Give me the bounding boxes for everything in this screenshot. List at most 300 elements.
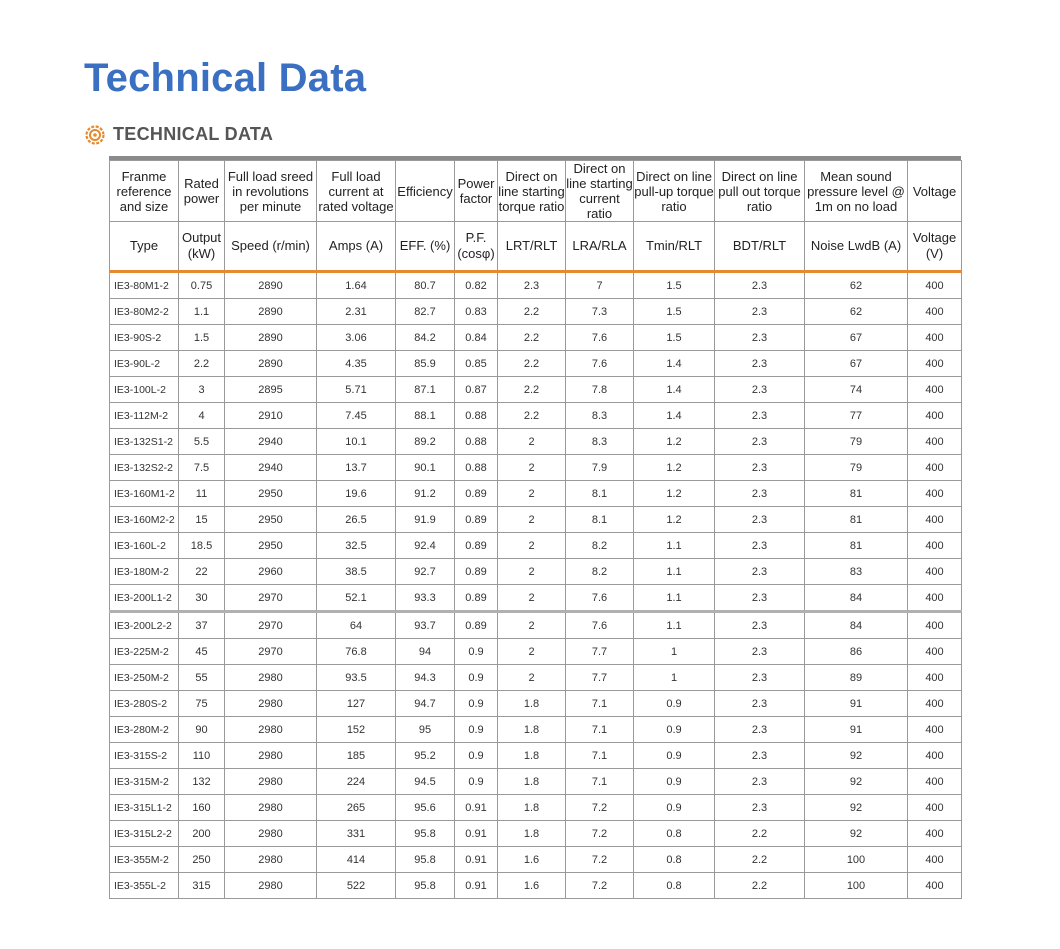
table-cell: 87.1: [396, 377, 455, 403]
table-cell: 400: [908, 585, 962, 612]
table-cell: 1.8: [498, 795, 566, 821]
table-cell: 2: [498, 612, 566, 639]
table-cell: 95.8: [396, 821, 455, 847]
table-cell: 0.9: [455, 769, 498, 795]
table-cell: 2940: [225, 429, 317, 455]
table-cell: 0.84: [455, 325, 498, 351]
table-row: [110, 821, 962, 847]
table-cell: 19.6: [317, 481, 396, 507]
table-cell: 0.9: [455, 691, 498, 717]
table-cell: 224: [317, 769, 396, 795]
table-body: [110, 272, 962, 899]
table-cell: 91: [805, 717, 908, 743]
table-cell: 2.3: [715, 351, 805, 377]
table-cell: 0.75: [179, 272, 225, 299]
table-row: [110, 691, 962, 717]
table-row: [110, 795, 962, 821]
header-row-description: [110, 161, 962, 222]
table-cell: 15: [179, 507, 225, 533]
table-cell: 0.9: [634, 769, 715, 795]
table-cell: 79: [805, 429, 908, 455]
column-header-description: Direct on line starting current ratio: [566, 161, 633, 221]
table-cell: 265: [317, 795, 396, 821]
table-cell: 79: [805, 455, 908, 481]
table-row: [110, 533, 962, 559]
table-cell: 81: [805, 481, 908, 507]
table-cell: 400: [908, 559, 962, 585]
table-cell: 0.83: [455, 299, 498, 325]
table-cell: 18.5: [179, 533, 225, 559]
table-cell: 2980: [225, 821, 317, 847]
type-cell: IE3-280M-2: [110, 717, 179, 743]
table-cell: 400: [908, 403, 962, 429]
table-cell: 26.5: [317, 507, 396, 533]
table-cell: 152: [317, 717, 396, 743]
table-cell: 92: [805, 795, 908, 821]
table-cell: 1: [634, 665, 715, 691]
table-cell: 95.6: [396, 795, 455, 821]
table-cell: 1.2: [634, 507, 715, 533]
table-row: [110, 507, 962, 533]
type-cell: IE3-315L2-2: [110, 821, 179, 847]
table-cell: 2: [498, 559, 566, 585]
table-cell: 400: [908, 533, 962, 559]
gear-icon: [85, 125, 105, 145]
table-cell: 95: [396, 717, 455, 743]
table-cell: 2: [498, 665, 566, 691]
table-cell: 95.8: [396, 847, 455, 873]
table-cell: 0.82: [455, 272, 498, 299]
table-cell: 1.2: [634, 455, 715, 481]
table-cell: 0.8: [634, 873, 715, 899]
type-cell: IE3-80M2-2: [110, 299, 179, 325]
table-cell: 1.1: [634, 612, 715, 639]
table-cell: 200: [179, 821, 225, 847]
table-cell: 2980: [225, 795, 317, 821]
table-cell: 67: [805, 351, 908, 377]
table-cell: 2980: [225, 847, 317, 873]
table-cell: 7.5: [179, 455, 225, 481]
table-cell: 1.1: [179, 299, 225, 325]
table-cell: 32.5: [317, 533, 396, 559]
table-cell: 1.64: [317, 272, 396, 299]
table-cell: 81: [805, 507, 908, 533]
table-cell: 82.7: [396, 299, 455, 325]
section-heading: [85, 124, 273, 145]
column-header-units: Type: [110, 222, 179, 272]
type-cell: IE3-225M-2: [110, 639, 179, 665]
table-cell: 0.9: [634, 743, 715, 769]
header-row-units: [110, 222, 962, 272]
table-cell: 2: [498, 429, 566, 455]
table-cell: 2.3: [715, 769, 805, 795]
table-cell: 11: [179, 481, 225, 507]
table-cell: 1: [634, 639, 715, 665]
table-cell: 85.9: [396, 351, 455, 377]
table-cell: 127: [317, 691, 396, 717]
table-cell: 1.5: [634, 272, 715, 299]
type-cell: IE3-90L-2: [110, 351, 179, 377]
table-cell: 2.2: [498, 403, 566, 429]
table-cell: 92: [805, 769, 908, 795]
table-cell: 400: [908, 665, 962, 691]
table-cell: 522: [317, 873, 396, 899]
table-cell: 1.1: [634, 585, 715, 612]
table-cell: 400: [908, 507, 962, 533]
table-cell: 94.7: [396, 691, 455, 717]
table-row: [110, 612, 962, 639]
table-cell: 94.5: [396, 769, 455, 795]
table-cell: 5.5: [179, 429, 225, 455]
table-row: [110, 325, 962, 351]
type-cell: IE3-355L-2: [110, 873, 179, 899]
table-cell: 400: [908, 795, 962, 821]
table-cell: 1.8: [498, 743, 566, 769]
type-cell: IE3-200L2-2: [110, 612, 179, 639]
table-cell: 0.87: [455, 377, 498, 403]
table-cell: 2: [498, 455, 566, 481]
table-cell: 2.3: [715, 639, 805, 665]
table-cell: 2960: [225, 559, 317, 585]
table-cell: 7.3: [566, 299, 634, 325]
table-cell: 84: [805, 612, 908, 639]
table-cell: 0.9: [455, 743, 498, 769]
table-cell: 250: [179, 847, 225, 873]
table-cell: 52.1: [317, 585, 396, 612]
column-header-units: Tmin/RLT: [634, 222, 715, 272]
table-cell: 1.5: [634, 325, 715, 351]
column-header-description: Direct on line starting torque ratio: [498, 161, 566, 222]
table-cell: 1.5: [634, 299, 715, 325]
type-cell: IE3-100L-2: [110, 377, 179, 403]
table-cell: 331: [317, 821, 396, 847]
table-cell: 2950: [225, 533, 317, 559]
type-cell: IE3-160M2-2: [110, 507, 179, 533]
table-cell: 1.8: [498, 769, 566, 795]
table-cell: 93.5: [317, 665, 396, 691]
table-cell: 400: [908, 717, 962, 743]
table-cell: 38.5: [317, 559, 396, 585]
table-cell: 3.06: [317, 325, 396, 351]
table-cell: 86: [805, 639, 908, 665]
table-cell: 2.2: [715, 873, 805, 899]
table-cell: 2.3: [715, 665, 805, 691]
table-cell: 94.3: [396, 665, 455, 691]
table-cell: 0.89: [455, 507, 498, 533]
table-cell: 89.2: [396, 429, 455, 455]
table-cell: 0.9: [455, 717, 498, 743]
table-cell: 1.1: [634, 533, 715, 559]
table-cell: 400: [908, 639, 962, 665]
table-cell: 5.71: [317, 377, 396, 403]
table-cell: 93.7: [396, 612, 455, 639]
table-cell: 2890: [225, 351, 317, 377]
table-cell: 95.8: [396, 873, 455, 899]
column-header-description: Mean sound pressure level @ 1m on no load: [805, 161, 908, 222]
table-cell: 1.5: [179, 325, 225, 351]
table-row: [110, 299, 962, 325]
table-cell: 2980: [225, 717, 317, 743]
table-cell: 77: [805, 403, 908, 429]
table-cell: 81: [805, 533, 908, 559]
table-cell: 400: [908, 299, 962, 325]
table-cell: 7.2: [566, 873, 634, 899]
table-cell: 92: [805, 821, 908, 847]
type-cell: IE3-132S1-2: [110, 429, 179, 455]
type-cell: IE3-280S-2: [110, 691, 179, 717]
type-cell: IE3-315M-2: [110, 769, 179, 795]
table-cell: 0.9: [455, 639, 498, 665]
column-header-units: LRT/RLT: [498, 222, 566, 272]
table-cell: 2970: [225, 585, 317, 612]
table-cell: 30: [179, 585, 225, 612]
table-cell: 400: [908, 873, 962, 899]
table-cell: 84: [805, 585, 908, 612]
type-cell: IE3-160M1-2: [110, 481, 179, 507]
table-cell: 0.89: [455, 585, 498, 612]
table-row: [110, 351, 962, 377]
table-cell: 2.3: [715, 717, 805, 743]
section-label: TECHNICAL DATA: [113, 124, 274, 144]
table-cell: 7.6: [566, 351, 634, 377]
table-cell: 90: [179, 717, 225, 743]
table-cell: 400: [908, 691, 962, 717]
table-cell: 2: [498, 507, 566, 533]
column-header-units: Noise LwdB (A): [805, 222, 908, 272]
table-cell: 2980: [225, 873, 317, 899]
table-cell: 7.45: [317, 403, 396, 429]
table-cell: 2.31: [317, 299, 396, 325]
table-cell: 7.2: [566, 821, 634, 847]
table-cell: 7.1: [566, 769, 634, 795]
column-header-description: Rated power: [179, 161, 225, 222]
table-cell: 0.8: [634, 847, 715, 873]
table-cell: 2890: [225, 272, 317, 299]
table-cell: 2.3: [715, 585, 805, 612]
table-cell: 2.2: [179, 351, 225, 377]
table-cell: 2890: [225, 325, 317, 351]
column-header-description: Direct on line pull-up torque ratio: [634, 161, 715, 222]
table-cell: 2: [498, 639, 566, 665]
table-cell: 2: [498, 533, 566, 559]
table-cell: 2.2: [715, 847, 805, 873]
table-cell: 62: [805, 272, 908, 299]
table-cell: 400: [908, 847, 962, 873]
column-header-units: P.F. (cosφ): [455, 222, 498, 272]
table-cell: 62: [805, 299, 908, 325]
column-header-units: EFF. (%): [396, 222, 455, 272]
type-cell: IE3-355M-2: [110, 847, 179, 873]
table-cell: 4.35: [317, 351, 396, 377]
table-cell: 2970: [225, 639, 317, 665]
table-cell: 7.6: [566, 585, 634, 612]
table-cell: 37: [179, 612, 225, 639]
table-cell: 2940: [225, 455, 317, 481]
table-cell: 55: [179, 665, 225, 691]
table-cell: 2.3: [715, 795, 805, 821]
type-cell: IE3-80M1-2: [110, 272, 179, 299]
column-header-description: Full load sreed in revolutions per minute: [225, 161, 317, 222]
column-header-units: LRA/RLA: [566, 222, 634, 272]
column-header-units: Output (kW): [179, 222, 225, 272]
table-cell: 2890: [225, 299, 317, 325]
table-cell: 400: [908, 455, 962, 481]
table-cell: 400: [908, 351, 962, 377]
table-row: [110, 377, 962, 403]
table-cell: 75: [179, 691, 225, 717]
table-cell: 2970: [225, 612, 317, 639]
technical-data-table-container: [109, 156, 961, 899]
table-cell: 2910: [225, 403, 317, 429]
table-cell: 1.8: [498, 717, 566, 743]
table-cell: 2950: [225, 481, 317, 507]
table-cell: 0.9: [634, 717, 715, 743]
table-cell: 2895: [225, 377, 317, 403]
table-cell: 80.7: [396, 272, 455, 299]
table-cell: 7.1: [566, 717, 634, 743]
table-cell: 74: [805, 377, 908, 403]
table-cell: 2.2: [498, 299, 566, 325]
table-cell: 88.1: [396, 403, 455, 429]
table-cell: 3: [179, 377, 225, 403]
table-cell: 0.89: [455, 481, 498, 507]
table-cell: 315: [179, 873, 225, 899]
type-cell: IE3-180M-2: [110, 559, 179, 585]
table-cell: 2.3: [715, 507, 805, 533]
table-cell: 2.2: [715, 821, 805, 847]
table-cell: 2.3: [715, 559, 805, 585]
table-cell: 13.7: [317, 455, 396, 481]
table-cell: 100: [805, 847, 908, 873]
table-cell: 8.2: [566, 533, 634, 559]
table-cell: 1.6: [498, 847, 566, 873]
table-row: [110, 769, 962, 795]
table-cell: 0.89: [455, 533, 498, 559]
column-header-units: Voltage (V): [908, 222, 962, 272]
table-cell: 2.3: [715, 403, 805, 429]
table-cell: 400: [908, 325, 962, 351]
table-cell: 1.6: [498, 873, 566, 899]
table-cell: 2980: [225, 769, 317, 795]
table-cell: 400: [908, 821, 962, 847]
table-row: [110, 847, 962, 873]
table-row: [110, 272, 962, 299]
table-cell: 1.1: [634, 559, 715, 585]
page-title: Technical Data: [84, 56, 367, 100]
table-cell: 7.8: [566, 377, 634, 403]
table-cell: 84.2: [396, 325, 455, 351]
table-row: [110, 455, 962, 481]
table-cell: 0.91: [455, 821, 498, 847]
table-cell: 1.2: [634, 481, 715, 507]
table-cell: 2.3: [715, 325, 805, 351]
table-row: [110, 873, 962, 899]
table-cell: 91.2: [396, 481, 455, 507]
column-header-description: Power factor: [455, 161, 498, 222]
table-cell: 0.89: [455, 559, 498, 585]
table-cell: 7.6: [566, 325, 634, 351]
table-cell: 2950: [225, 507, 317, 533]
table-cell: 10.1: [317, 429, 396, 455]
technical-data-table: [109, 160, 962, 899]
table-cell: 2.2: [498, 377, 566, 403]
table-cell: 8.3: [566, 403, 634, 429]
table-cell: 400: [908, 769, 962, 795]
table-cell: 0.91: [455, 795, 498, 821]
type-cell: IE3-90S-2: [110, 325, 179, 351]
table-cell: 8.3: [566, 429, 634, 455]
table-cell: 92.7: [396, 559, 455, 585]
table-cell: 93.3: [396, 585, 455, 612]
column-header-description: Voltage: [908, 161, 962, 222]
table-cell: 22: [179, 559, 225, 585]
column-header-units: BDT/RLT: [715, 222, 805, 272]
table-row: [110, 717, 962, 743]
table-row: [110, 559, 962, 585]
table-cell: 2: [498, 585, 566, 612]
table-row: [110, 481, 962, 507]
table-cell: 0.9: [455, 665, 498, 691]
table-cell: 1.4: [634, 377, 715, 403]
table-cell: 2980: [225, 691, 317, 717]
table-cell: 0.88: [455, 403, 498, 429]
table-cell: 91: [805, 691, 908, 717]
table-cell: 0.91: [455, 847, 498, 873]
table-cell: 132: [179, 769, 225, 795]
table-cell: 92.4: [396, 533, 455, 559]
table-cell: 400: [908, 743, 962, 769]
table-cell: 400: [908, 481, 962, 507]
type-cell: IE3-132S2-2: [110, 455, 179, 481]
table-cell: 1.8: [498, 821, 566, 847]
table-cell: 4: [179, 403, 225, 429]
type-cell: IE3-112M-2: [110, 403, 179, 429]
table-cell: 7.1: [566, 691, 634, 717]
table-cell: 64: [317, 612, 396, 639]
table-cell: 0.8: [634, 821, 715, 847]
table-cell: 7.2: [566, 795, 634, 821]
table-row: [110, 665, 962, 691]
table-cell: 0.88: [455, 429, 498, 455]
table-cell: 400: [908, 377, 962, 403]
type-cell: IE3-200L1-2: [110, 585, 179, 612]
table-cell: 90.1: [396, 455, 455, 481]
table-cell: 2.3: [715, 743, 805, 769]
type-cell: IE3-160L-2: [110, 533, 179, 559]
table-cell: 2.3: [715, 455, 805, 481]
column-header-units: Amps (A): [317, 222, 396, 272]
table-cell: 400: [908, 612, 962, 639]
table-cell: 83: [805, 559, 908, 585]
table-cell: 0.85: [455, 351, 498, 377]
table-cell: 100: [805, 873, 908, 899]
table-cell: 1.4: [634, 403, 715, 429]
table-cell: 7.1: [566, 743, 634, 769]
table-cell: 67: [805, 325, 908, 351]
table-cell: 8.1: [566, 481, 634, 507]
table-cell: 2.3: [715, 299, 805, 325]
table-row: [110, 639, 962, 665]
table-cell: 110: [179, 743, 225, 769]
column-header-units: Speed (r/min): [225, 222, 317, 272]
table-cell: 7.7: [566, 665, 634, 691]
table-cell: 160: [179, 795, 225, 821]
table-cell: 8.1: [566, 507, 634, 533]
type-cell: IE3-250M-2: [110, 665, 179, 691]
table-cell: 1.4: [634, 351, 715, 377]
table-row: [110, 429, 962, 455]
table-cell: 2.3: [715, 377, 805, 403]
